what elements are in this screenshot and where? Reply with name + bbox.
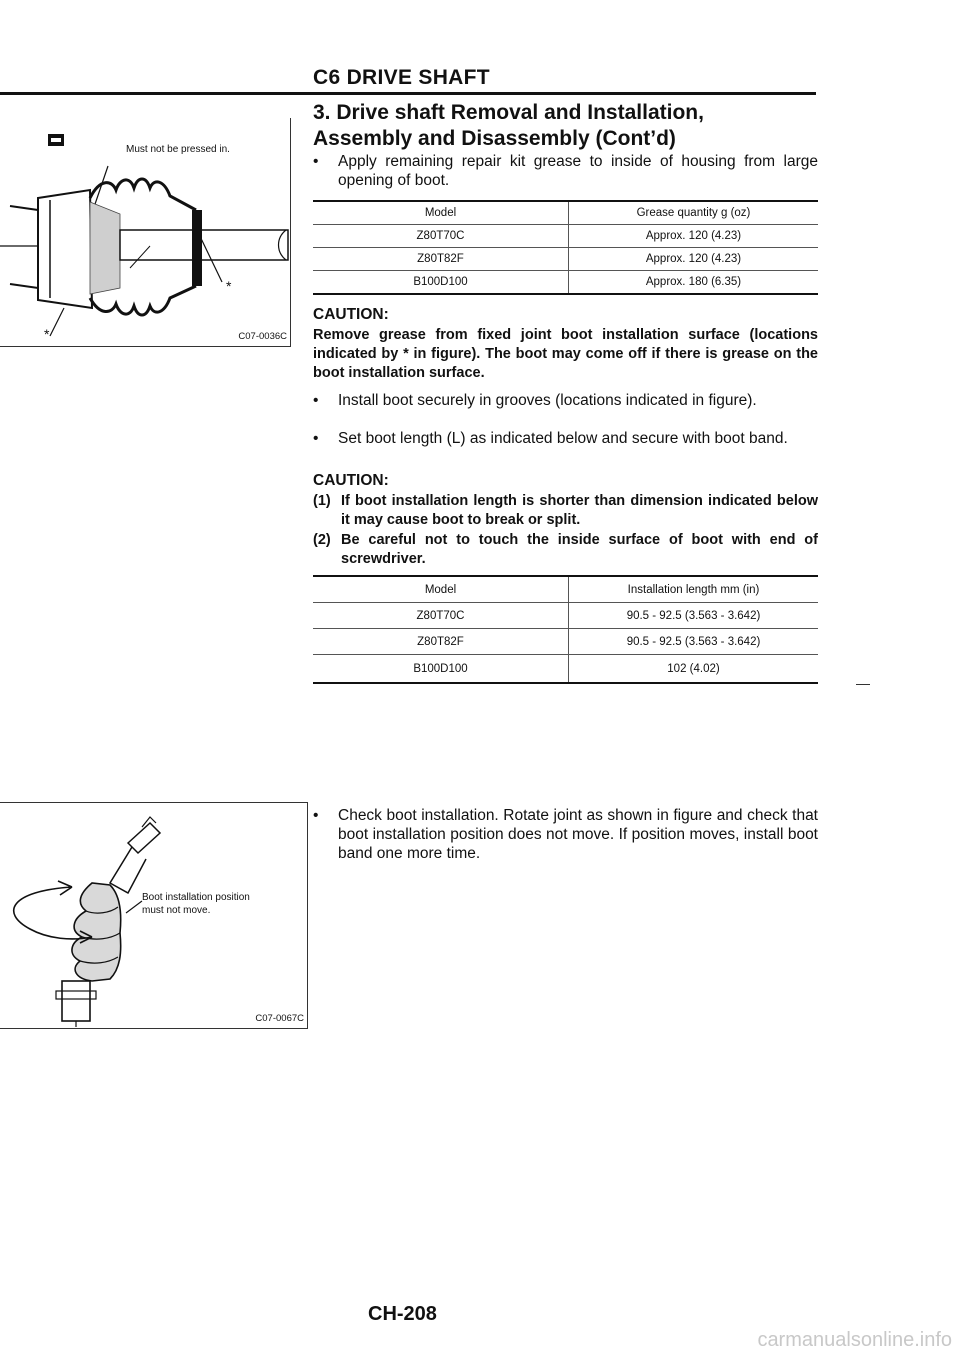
page-title — [313, 100, 823, 152]
table-row — [313, 225, 818, 248]
margin-dash — [856, 684, 870, 685]
bullet-dot: • — [313, 392, 319, 409]
figure-code: C07-0036C — [238, 331, 287, 342]
watermark: carmanualsonline.info — [757, 1329, 952, 1351]
bullet-dot: • — [313, 430, 319, 447]
figure-rotate-label-line-2: must not move. — [142, 905, 211, 916]
figure-boot-label: Must not be pressed in. — [126, 144, 230, 155]
title-line-1: 3. Drive shaft Removal and Installation, — [313, 101, 704, 124]
table-cell: 90.5 - 92.5 (3.563 - 3.642) — [569, 603, 819, 629]
table-header-row — [313, 576, 818, 603]
bullet-text: Set boot length (L) as indicated below and secure with boot band. — [338, 430, 788, 447]
table-row — [313, 271, 818, 295]
title-line-2: Assembly and Disassembly (Cont’d) — [313, 127, 676, 150]
figure-rotate-joint — [0, 802, 308, 1029]
bullet-text: Install boot securely in grooves (locations indicated in figure). — [338, 392, 757, 409]
page-number: CH-208 — [368, 1303, 437, 1325]
caution-text: Remove grease from fixed joint boot installation surface (locations indicated by * in figure). The boot may come off if there is grease on the boot installation surface. — [313, 327, 818, 381]
caution-heading: CAUTION: — [313, 306, 389, 323]
table-row — [313, 248, 818, 271]
header-rule — [0, 92, 816, 95]
figure-rotate-label — [142, 891, 250, 917]
grease-quantity-table — [313, 200, 818, 295]
table-row — [313, 629, 818, 655]
figure-rotate-label-line-1: Boot installation position — [142, 892, 250, 903]
installation-length-table — [313, 575, 818, 684]
caution-item-text: Be careful not to touch the inside surface of boot with end of screwdriver. — [341, 532, 818, 567]
bullet-text: Check boot installation. Rotate joint as shown in figure and check that boot installation position does not move. If position moves, install boot band one more time. — [338, 807, 818, 862]
table-header-cell: Model — [313, 576, 569, 603]
bullet-set-length — [313, 429, 818, 448]
table-cell: Approx. 180 (6.35) — [569, 271, 819, 295]
table-cell: Z80T82F — [313, 629, 569, 655]
table-cell: 90.5 - 92.5 (3.563 - 3.642) — [569, 629, 819, 655]
table-row — [313, 655, 818, 684]
table-header-cell: Grease quantity g (oz) — [569, 201, 819, 225]
caution-heading: CAUTION: — [313, 472, 389, 489]
table-cell: B100D100 — [313, 271, 569, 295]
figure-asterisk-left: * — [44, 326, 50, 342]
bullet-apply-grease — [313, 152, 818, 190]
caution-item-number: (2) — [313, 532, 331, 548]
section-header: C6 DRIVE SHAFT — [313, 66, 490, 89]
table-row — [313, 603, 818, 629]
table-cell: Approx. 120 (4.23) — [569, 225, 819, 248]
bullet-dot: • — [313, 153, 319, 170]
table-cell: Z80T70C — [313, 603, 569, 629]
table-header-cell: Installation length mm (in) — [569, 576, 819, 603]
bullet-dot: • — [313, 807, 319, 824]
table-header-row — [313, 201, 818, 225]
figure-asterisk-right: * — [226, 278, 232, 294]
table-cell: Z80T70C — [313, 225, 569, 248]
bullet-check-boot — [313, 806, 818, 863]
figure-boot-section — [0, 118, 291, 347]
figure-code: C07-0067C — [255, 1013, 304, 1024]
bullet-install-boot — [313, 391, 818, 410]
caution-item-text: If boot installation length is shorter than dimension indicated below it may cause boot to break or split. — [341, 493, 818, 528]
bullet-text: Apply remaining repair kit grease to inside of housing from large opening of boot. — [338, 153, 818, 189]
caution-item — [313, 531, 818, 569]
caution-item-number: (1) — [313, 493, 331, 509]
table-cell: Z80T82F — [313, 248, 569, 271]
table-header-cell: Model — [313, 201, 569, 225]
table-cell: Approx. 120 (4.23) — [569, 248, 819, 271]
table-cell: B100D100 — [313, 655, 569, 684]
caution-item — [313, 492, 818, 530]
table-cell: 102 (4.02) — [569, 655, 819, 684]
